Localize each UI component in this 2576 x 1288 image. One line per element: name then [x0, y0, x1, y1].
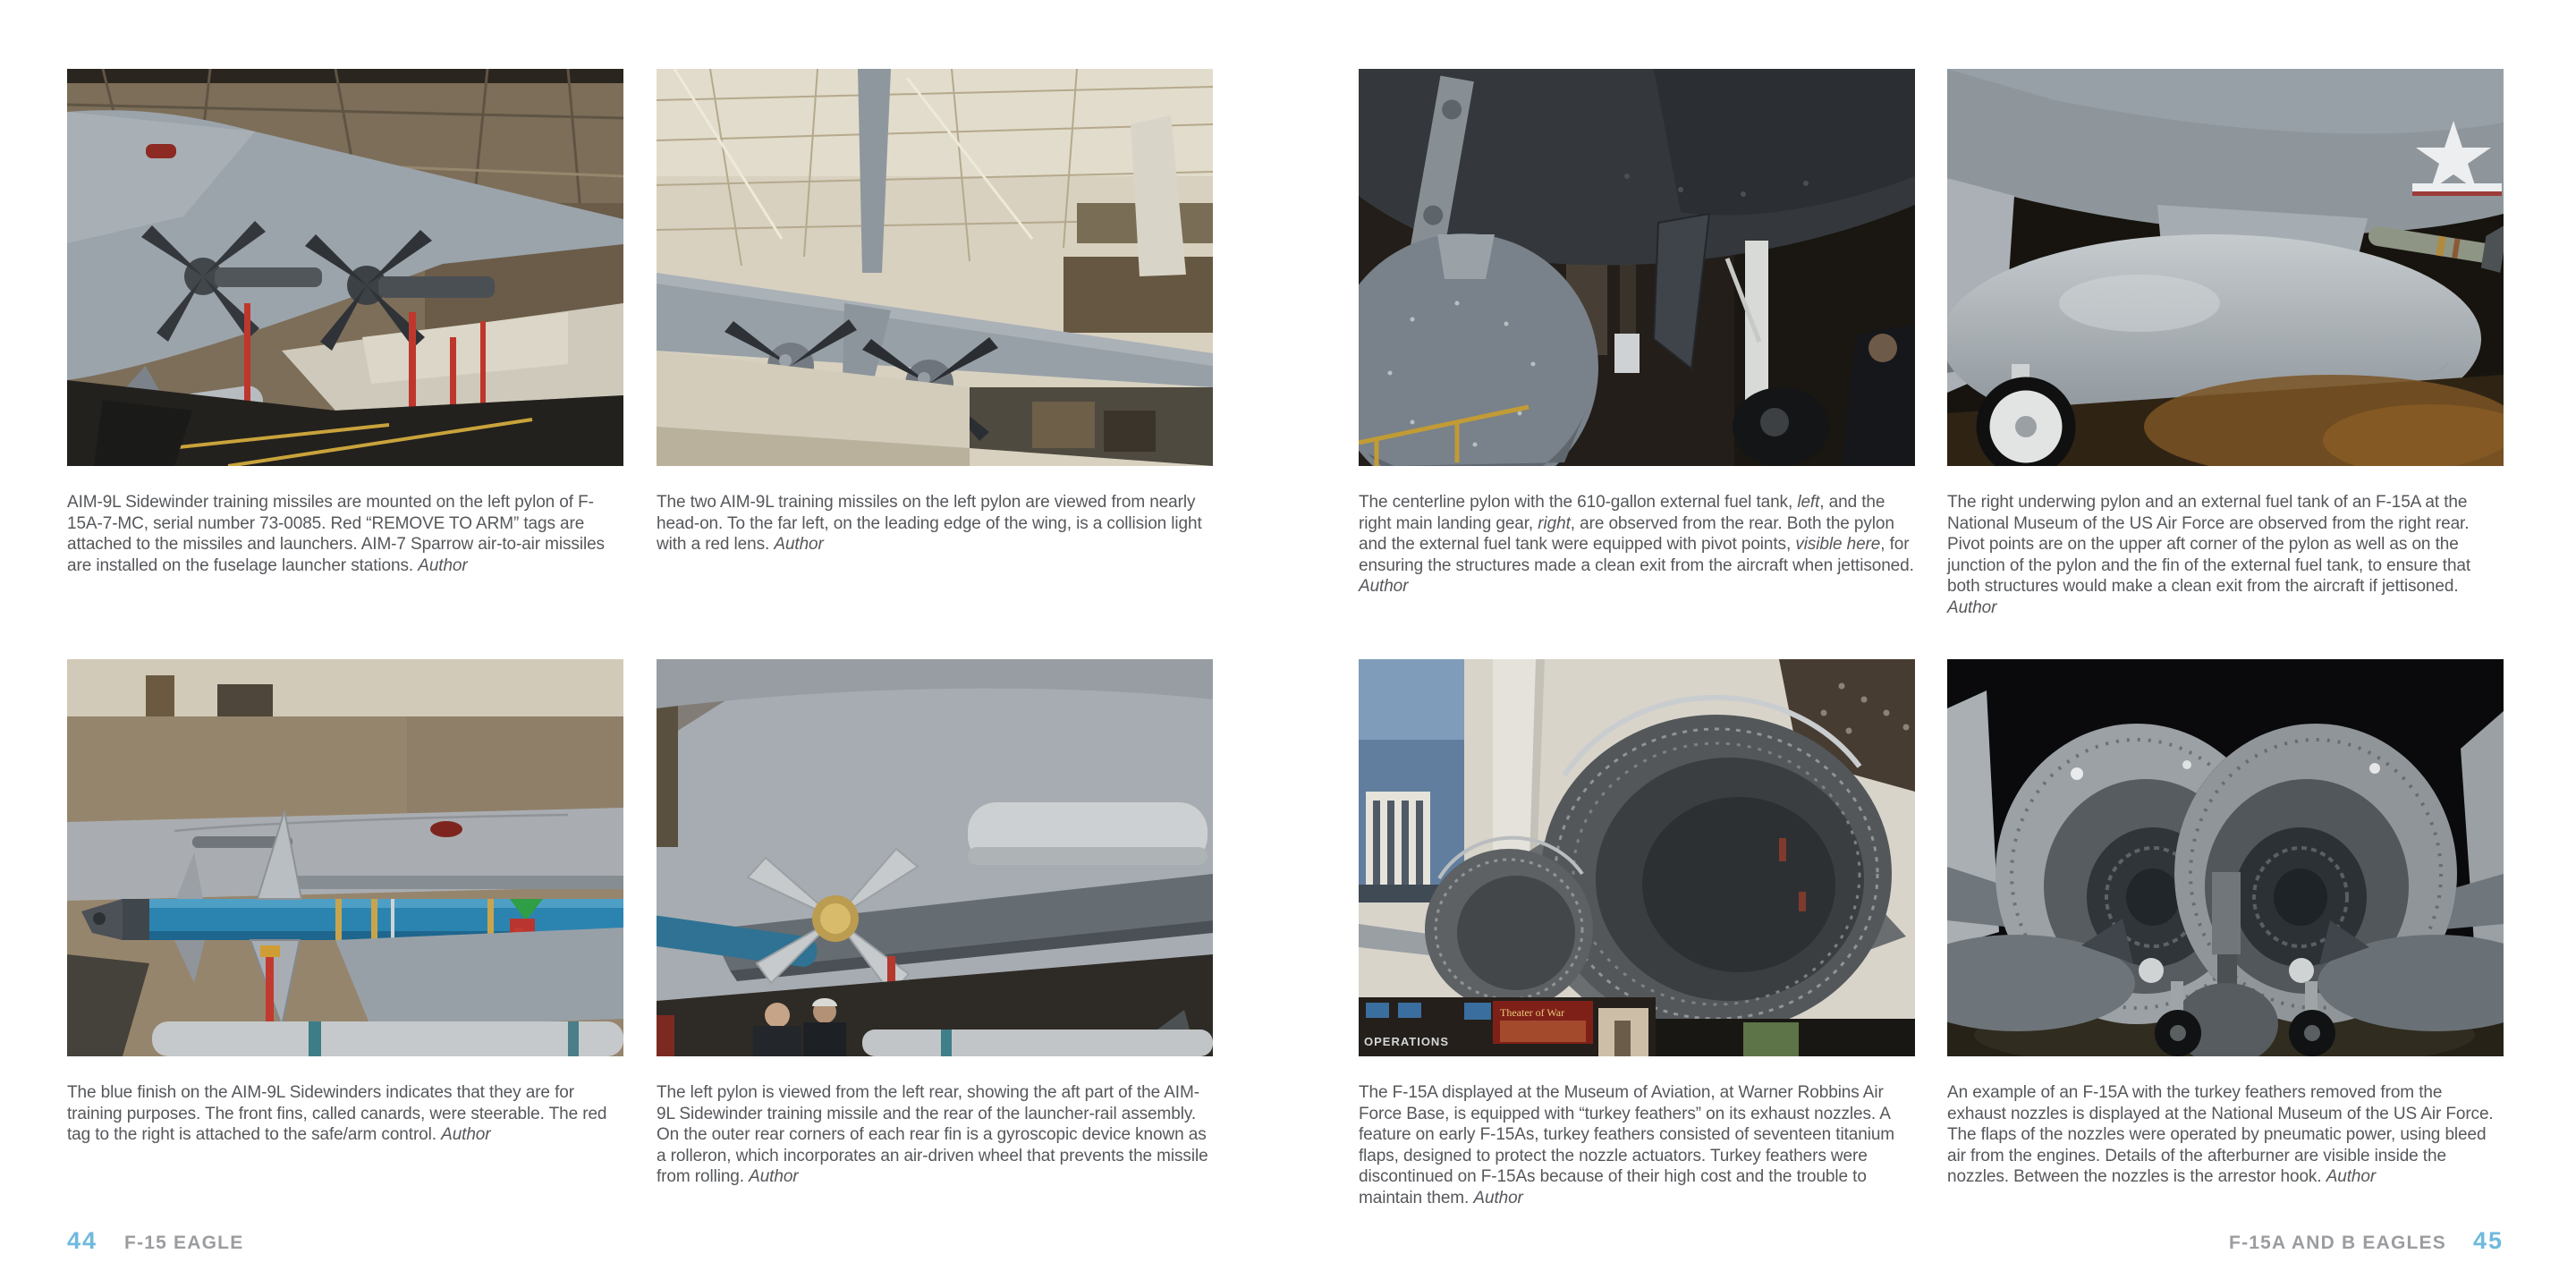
anti-collision-light	[146, 144, 176, 158]
photo-7-image	[1359, 659, 1915, 1056]
left-page-footer	[67, 1227, 243, 1255]
figure-caption: AIM-9L Sidewinder training missiles are mounted on the left pylon of F-15A-7-MC, serial number 73-0085. Red “REMOVE TO ARM” tags are attached to the missiles and launchers. AIM-7 Sparrow air-to-air missiles are installed on the fuselage launcher stations. Author	[67, 493, 605, 575]
figure-aim9l-head-on	[657, 69, 1213, 555]
right-formation-light	[2289, 958, 2314, 983]
equipment-silhouette	[146, 675, 174, 716]
window-glow	[1743, 1022, 1799, 1056]
photo-6-image	[657, 659, 1213, 1056]
exhibit-area	[1359, 997, 1656, 1056]
figure-caption: The right underwing pylon and an external fuel tank of an F-15A at the National Museum of the US Air Force are observed from the right rear. Pivot points are on the upper aft corner of the pylon as well as on the junction of the pylon and the fin of the external fuel tank, to ensure that both structures would make a clean exit from the aircraft if jettisoned. Author	[1947, 493, 2471, 617]
figure-caption: An example of an F-15A with the turkey feathers removed from the exhaust nozzles is displayed at the National Museum of the US Air Force. The flaps of the nozzles were operated by pneumatic power, using bleed air from the engines. Details of the afterburner are visible inside the nozzles. Between the nozzles is the arrestor hook. Author	[1947, 1083, 2494, 1187]
figure-centerline-pylon	[1359, 69, 1915, 597]
figure-bare-nozzles-rear	[1947, 659, 2504, 1188]
figure-underwing-fuel-tank	[1947, 69, 2504, 619]
red-light-lens	[430, 821, 462, 837]
left-running-title: F-15 EAGLE	[124, 1233, 244, 1253]
operations-sign: OPERATIONS	[1364, 1035, 1449, 1048]
yellow-tag	[260, 945, 280, 957]
crates	[1032, 402, 1095, 448]
figure-caption: The left pylon is viewed from the left rear, showing the aft part of the AIM-9L Sidewinder training missile and the rear of the launcher-rail assembly. On the outer rear corners of each rear fin is a gyroscopic device known as a rolleron, which incorporates an air-driven wheel that prevents the missile from rolling. Author	[657, 1083, 1208, 1187]
lower-missile	[152, 1021, 623, 1056]
figure-caption: The two AIM-9L training missiles on the left pylon are viewed from nearly head-on. To the far left, on the leading edge of the wing, is a collision light with a red lens. Author	[657, 493, 1202, 555]
tank-pylon-joint	[1437, 234, 1495, 279]
landing-gear-strut	[1745, 241, 1768, 403]
photo-4-image	[1947, 69, 2504, 466]
landing-gear-silhouette	[94, 400, 192, 466]
photo-1-image	[67, 69, 623, 466]
photo-8-image	[1947, 659, 2504, 1056]
hangar-doorway	[1063, 257, 1213, 333]
wall-box	[1614, 334, 1640, 373]
right-running-title: F-15A AND B EAGLES	[2229, 1233, 2446, 1253]
nozzle-center-mechanism	[2212, 872, 2241, 954]
launcher-rail	[291, 876, 623, 889]
right-page-number: 45	[2472, 1227, 2504, 1254]
right-page-footer	[2229, 1227, 2504, 1255]
photo-2-image	[657, 69, 1213, 466]
left-formation-light	[2139, 958, 2164, 983]
red-glow	[657, 1015, 674, 1056]
figure-blue-sidewinder	[67, 659, 623, 1146]
photo-5-image	[67, 659, 623, 1056]
figure-caption: The F-15A displayed at the Museum of Aviation, at Warner Robbins Air Force Base, is equipped with “turkey feathers” on its exhaust nozzles. A feature on early F-15As, turkey feathers consisted of seventeen titanium flaps, designed to protect the nozzle actuators. Turkey feathers were discontinued on F-15As because of their high cost and the trouble to maintain them. Author	[1359, 1083, 1895, 1208]
wing-lower	[335, 928, 623, 1028]
figure-caption: The centerline pylon with the 610-gallon external fuel tank, left, and the right main landing gear, right, are observed from the rear. Both the pylon and the external fuel tank were equipped with pivot points, visible here, for ensuring the structures made a clean exit from the aircraft when jettisoned. Author	[1359, 493, 1914, 597]
theater-of-war-sign: Theater of War	[1500, 1006, 1565, 1019]
figure-launcher-rail-rear	[657, 659, 1213, 1188]
figure-turkey-feathers	[1359, 659, 1915, 1209]
left-page-number: 44	[67, 1227, 98, 1254]
figure-aim9l-left-pylon	[67, 69, 623, 576]
figure-caption: The blue finish on the AIM-9L Sidewinders indicates that they are for training purposes. The front fins, called canards, were steerable. The red tag to the right is attached to the safe/arm control. Author	[67, 1083, 607, 1145]
photo-3-image	[1359, 69, 1915, 466]
